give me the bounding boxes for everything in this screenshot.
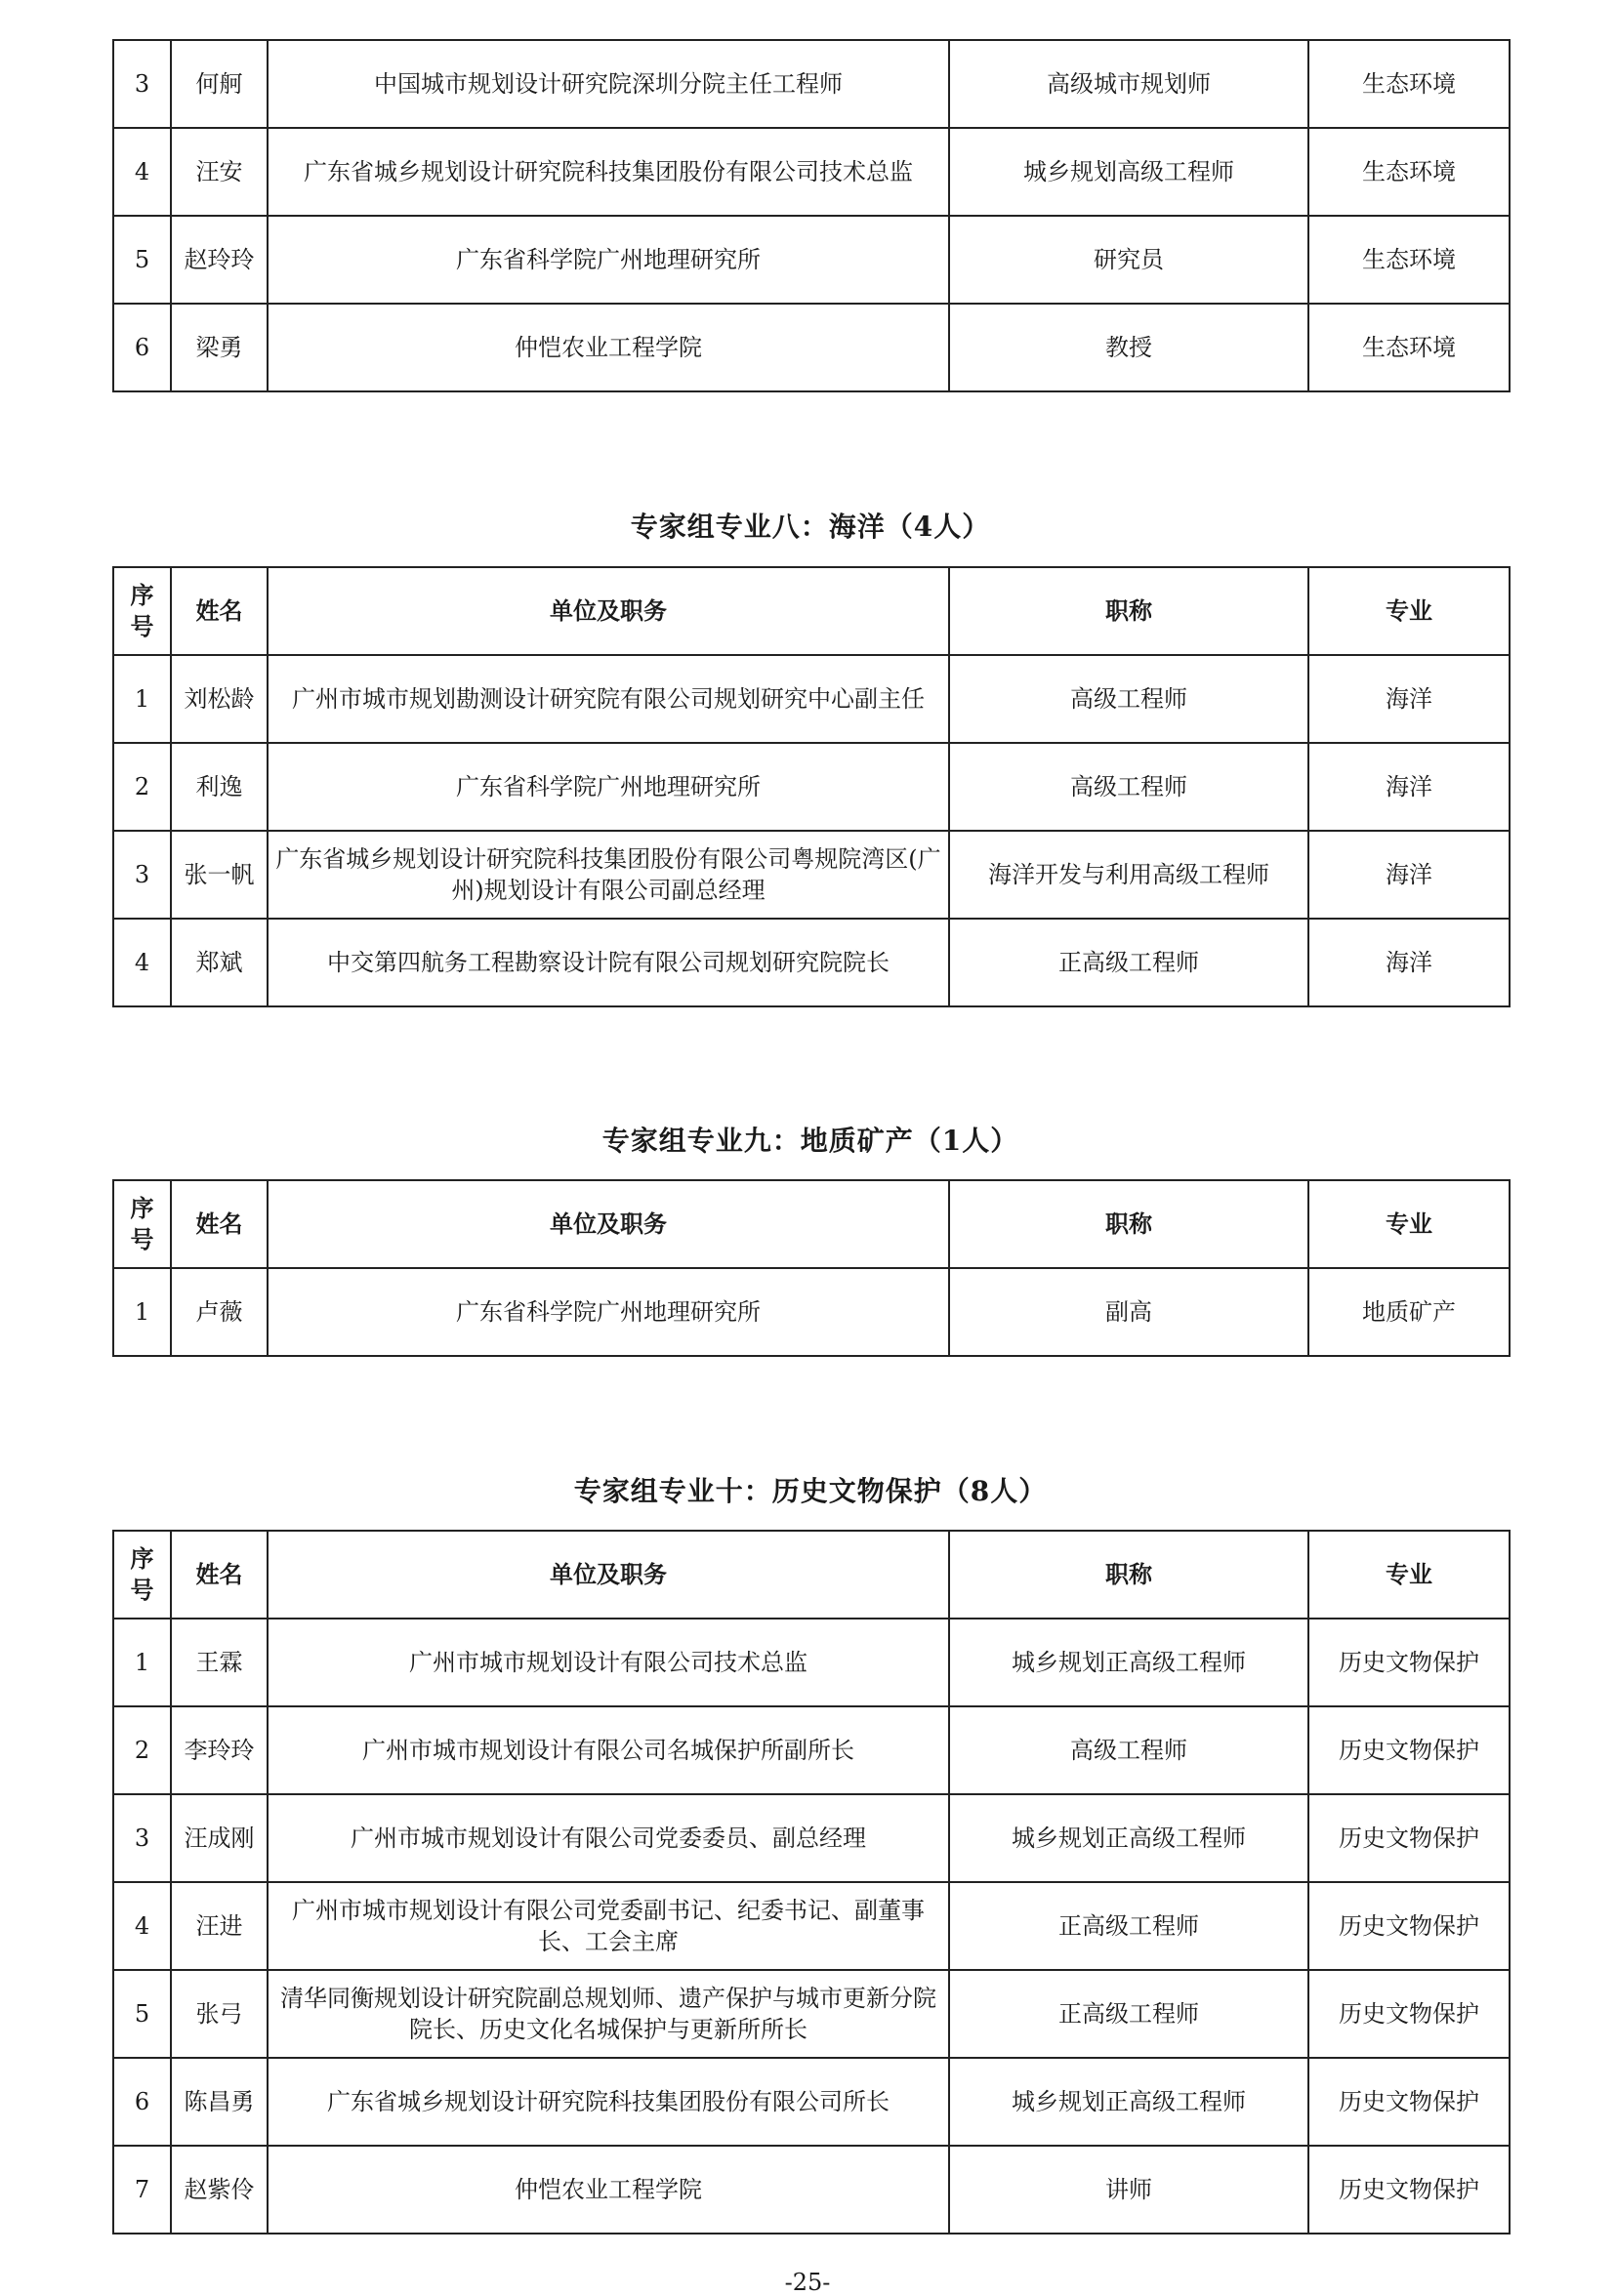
cell-no: 2	[113, 1706, 171, 1794]
cell-title: 正高级工程师	[949, 919, 1308, 1006]
cell-name: 卢薇	[171, 1268, 268, 1356]
cell-no: 1	[113, 1619, 171, 1706]
cell-major: 历史文物保护	[1308, 2146, 1510, 2234]
section-title-ocean: 专家组专业八：海洋（4人）	[630, 511, 991, 543]
cell-no: 2	[113, 743, 171, 831]
cell-major: 历史文物保护	[1308, 1706, 1510, 1794]
table-row	[113, 304, 1510, 391]
cell-title: 正高级工程师	[949, 1882, 1308, 1970]
table-header-row	[113, 1531, 1510, 1619]
cell-major: 历史文物保护	[1308, 1619, 1510, 1706]
cell-name: 梁勇	[171, 304, 268, 391]
cell-no: 1	[113, 655, 171, 743]
cell-no: 6	[113, 2058, 171, 2146]
heritage-table	[112, 1530, 1511, 2234]
table-row	[113, 919, 1510, 1006]
cell-title: 城乡规划高级工程师	[949, 128, 1308, 216]
cell-major: 地质矿产	[1308, 1268, 1510, 1356]
cell-title: 正高级工程师	[949, 1970, 1308, 2058]
cell-title: 高级城市规划师	[949, 40, 1308, 128]
header-unit: 单位及职务	[268, 567, 949, 655]
ocean-table	[112, 566, 1511, 1007]
header-name: 姓名	[171, 1180, 268, 1268]
table-row	[113, 216, 1510, 304]
cell-name: 汪成刚	[171, 1794, 268, 1882]
cell-unit: 广东省科学院广州地理研究所	[268, 216, 949, 304]
cell-no: 4	[113, 128, 171, 216]
header-major: 专业	[1308, 567, 1510, 655]
header-title: 职称	[949, 1180, 1308, 1268]
cell-name: 何舸	[171, 40, 268, 128]
cell-major: 海洋	[1308, 831, 1510, 919]
cell-unit: 仲恺农业工程学院	[268, 2146, 949, 2234]
cell-title: 高级工程师	[949, 655, 1308, 743]
cell-name: 刘松龄	[171, 655, 268, 743]
table-row	[113, 831, 1510, 919]
cell-name: 汪安	[171, 128, 268, 216]
cell-major: 历史文物保护	[1308, 1794, 1510, 1882]
cell-unit: 广州市城市规划设计有限公司技术总监	[268, 1619, 949, 1706]
table-row	[113, 1882, 1510, 1970]
table-row	[113, 2058, 1510, 2146]
cell-name: 张弓	[171, 1970, 268, 2058]
cell-major: 历史文物保护	[1308, 1882, 1510, 1970]
header-no: 序号	[113, 567, 171, 655]
table-header-row	[113, 567, 1510, 655]
table-row	[113, 655, 1510, 743]
cell-major: 生态环境	[1308, 40, 1510, 128]
cell-major: 海洋	[1308, 743, 1510, 831]
cell-name: 赵紫伶	[171, 2146, 268, 2234]
table-row	[113, 40, 1510, 128]
cell-name: 汪进	[171, 1882, 268, 1970]
cell-no: 5	[113, 216, 171, 304]
cell-major: 海洋	[1308, 919, 1510, 1006]
cell-no: 4	[113, 919, 171, 1006]
cell-title: 海洋开发与利用高级工程师	[949, 831, 1308, 919]
cell-title: 教授	[949, 304, 1308, 391]
table-row	[113, 743, 1510, 831]
cell-major: 海洋	[1308, 655, 1510, 743]
cell-no: 3	[113, 40, 171, 128]
geology-table	[112, 1179, 1511, 1357]
header-no: 序号	[113, 1531, 171, 1619]
cell-unit: 广州市城市规划勘测设计研究院有限公司规划研究中心副主任	[268, 655, 949, 743]
cell-no: 5	[113, 1970, 171, 2058]
cell-title: 副高	[949, 1268, 1308, 1356]
cell-unit: 广州市城市规划设计有限公司名城保护所副所长	[268, 1706, 949, 1794]
cell-major: 生态环境	[1308, 304, 1510, 391]
table-row	[113, 1970, 1510, 2058]
cell-title: 城乡规划正高级工程师	[949, 1794, 1308, 1882]
cell-name: 王霖	[171, 1619, 268, 1706]
header-major: 专业	[1308, 1531, 1510, 1619]
cell-unit: 中国城市规划设计研究院深圳分院主任工程师	[268, 40, 949, 128]
cell-major: 生态环境	[1308, 128, 1510, 216]
cell-unit: 广东省城乡规划设计研究院科技集团股份有限公司所长	[268, 2058, 949, 2146]
cell-title: 城乡规划正高级工程师	[949, 2058, 1308, 2146]
cell-title: 研究员	[949, 216, 1308, 304]
cell-major: 生态环境	[1308, 216, 1510, 304]
cell-unit: 广州市城市规划设计有限公司党委副书记、纪委书记、副董事长、工会主席	[268, 1882, 949, 1970]
cell-name: 郑斌	[171, 919, 268, 1006]
header-unit: 单位及职务	[268, 1531, 949, 1619]
header-name: 姓名	[171, 1531, 268, 1619]
cell-title: 高级工程师	[949, 1706, 1308, 1794]
cell-name: 赵玲玲	[171, 216, 268, 304]
table-row	[113, 128, 1510, 216]
header-unit: 单位及职务	[268, 1180, 949, 1268]
header-major: 专业	[1308, 1180, 1510, 1268]
header-name: 姓名	[171, 567, 268, 655]
cell-unit: 广东省城乡规划设计研究院科技集团股份有限公司技术总监	[268, 128, 949, 216]
cell-name: 陈昌勇	[171, 2058, 268, 2146]
cell-title: 高级工程师	[949, 743, 1308, 831]
cell-no: 3	[113, 1794, 171, 1882]
cell-major: 历史文物保护	[1308, 2058, 1510, 2146]
cell-title: 城乡规划正高级工程师	[949, 1619, 1308, 1706]
table-row	[113, 2146, 1510, 2234]
page-number: -25-	[784, 2269, 831, 2296]
cell-no: 7	[113, 2146, 171, 2234]
header-title: 职称	[949, 567, 1308, 655]
cell-no: 4	[113, 1882, 171, 1970]
cell-title: 讲师	[949, 2146, 1308, 2234]
table-row	[113, 1268, 1510, 1356]
cell-name: 张一帆	[171, 831, 268, 919]
section-title-geology: 专家组专业九：地质矿产（1人）	[601, 1125, 1019, 1157]
header-title: 职称	[949, 1531, 1308, 1619]
cell-unit: 广东省科学院广州地理研究所	[268, 743, 949, 831]
cell-unit: 仲恺农业工程学院	[268, 304, 949, 391]
cell-name: 李玲玲	[171, 1706, 268, 1794]
cell-major: 历史文物保护	[1308, 1970, 1510, 2058]
cell-unit: 广东省科学院广州地理研究所	[268, 1268, 949, 1356]
cell-no: 1	[113, 1268, 171, 1356]
cell-unit: 广州市城市规划设计有限公司党委委员、副总经理	[268, 1794, 949, 1882]
cell-unit: 广东省城乡规划设计研究院科技集团股份有限公司粤规院湾区(广州)规划设计有限公司副总经理	[268, 831, 949, 919]
table-row	[113, 1794, 1510, 1882]
table-row	[113, 1706, 1510, 1794]
ecology-table	[112, 39, 1511, 392]
cell-unit: 中交第四航务工程勘察设计院有限公司规划研究院院长	[268, 919, 949, 1006]
cell-unit: 清华同衡规划设计研究院副总规划师、遗产保护与城市更新分院院长、历史文化名城保护与更新所所长	[268, 1970, 949, 2058]
cell-no: 3	[113, 831, 171, 919]
cell-no: 6	[113, 304, 171, 391]
section-title-heritage: 专家组专业十：历史文物保护（8人）	[573, 1475, 1048, 1507]
cell-name: 利逸	[171, 743, 268, 831]
header-no: 序号	[113, 1180, 171, 1268]
table-header-row	[113, 1180, 1510, 1268]
table-row	[113, 1619, 1510, 1706]
